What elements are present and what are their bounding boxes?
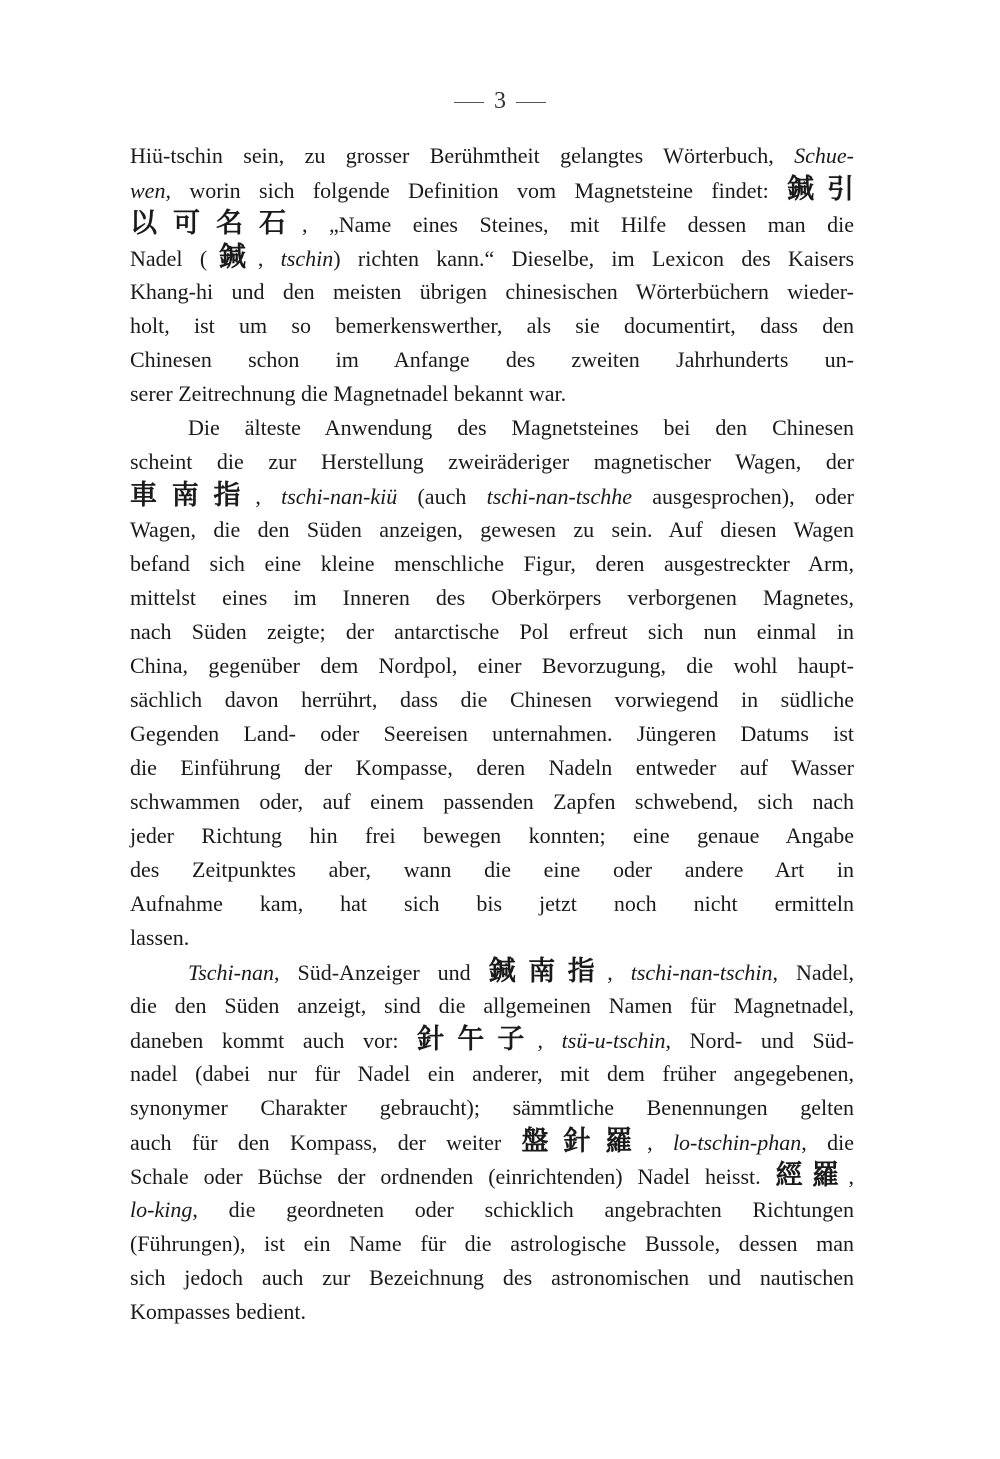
italic-text: tschin [280,246,334,271]
text-segment: , die geordneten oder schicklich angebrachten Richtungen [192,1197,854,1222]
text-segment: sich jedoch auch zur Bezeichnung des astronomischen und nautischen [130,1265,854,1290]
text-line [130,207,854,241]
chinese-characters: 針午子 [417,1024,538,1055]
text-segment: , [647,1130,673,1155]
text-line [130,343,854,377]
text-line [130,377,854,411]
text-segment: , die [801,1130,854,1155]
text-segment: Kompasses bedient. [130,1299,306,1324]
body-text [130,139,854,1329]
text-line [130,173,854,207]
text-line [130,1261,854,1295]
text-line [130,921,854,955]
text-line [130,853,854,887]
text-line [130,513,854,547]
text-line [130,581,854,615]
text-segment: , „Name eines Steines, mit Hilfe dessen man die [302,212,854,237]
text-line [130,411,854,445]
text-segment: schwammen oder, auf einem passenden Zapfen schwebend, sich nach [130,789,854,814]
text-segment: Aufnahme kam, hat sich bis jetzt noch nicht ermitteln [130,891,854,916]
text-line [130,1159,854,1193]
text-segment: Schale oder Büchse der ordnenden (einrichtenden) Nadel heisst. [130,1164,776,1189]
text-segment: Wagen, die den Süden anzeigen, gewesen zu sein. Auf diesen Wagen [130,517,854,542]
italic-text: wen, [130,178,171,203]
text-line [130,1125,854,1159]
text-segment: befand sich eine kleine menschliche Figur, deren ausgestreckter Arm, [130,551,854,576]
text-segment: synonymer Charakter gebraucht); sämmtliche Benennungen gelten [130,1095,854,1120]
text-line [130,547,854,581]
text-segment: daneben kommt auch vor: [130,1028,418,1053]
text-line [130,1227,854,1261]
text-line [130,309,854,343]
text-line [130,717,854,751]
chinese-characters: 盤針羅 [521,1126,648,1157]
italic-text: tschi-nan-tschin [630,960,773,985]
text-segment: , Süd-Anzeiger und [273,960,489,985]
text-segment: worin sich folgende Definition vom Magnetsteine findet: [170,178,788,203]
text-segment: ausgesprochen), oder [632,484,854,509]
italic-text: Tschi-nan [188,960,274,985]
text-line [130,887,854,921]
text-line [130,1295,854,1329]
text-segment: Nadel ( [130,246,208,271]
text-segment: Hiü-tschin sein, zu grosser Berühmtheit gelangtes Wörterbuch, [130,143,795,168]
text-segment: Gegenden Land- oder Seereisen unternahmen. Jüngeren Datums ist [130,721,854,746]
text-segment: die den Süden anzeigt, sind die allgemeinen Namen für Magnetnadel, [130,993,854,1018]
text-segment: mittelst eines im Inneren des Oberkörpers verborgenen Magnetes, [130,585,854,610]
text-segment: , [848,1164,854,1189]
text-segment: jeder Richtung hin frei bewegen konnten; eine genaue Angabe [130,823,854,848]
chinese-characters: 車南指 [130,480,256,511]
chinese-characters: 以可名石 [130,208,302,239]
text-line [130,955,854,989]
left-rule [454,102,484,103]
text-segment: (Führungen), ist ein Name für die astrologische Bussole, dessen man [130,1231,854,1256]
text-segment: nach Süden zeigte; der antarctische Pol erfreut sich nun einmal in [130,619,854,644]
right-rule [516,102,546,103]
italic-text: tschi-nan-tschhe [486,484,633,509]
text-segment: auch für den Kompass, der weiter [130,1130,522,1155]
text-line [130,1193,854,1227]
italic-text: tschi-nan-kiü [281,484,398,509]
chinese-characters: 經羅 [775,1160,849,1191]
text-segment: Chinesen schon im Anfange des zweiten Jahrhunderts un- [130,347,854,372]
text-segment: sächlich davon herrührt, dass die Chinesen vorwiegend in südliche [130,687,854,712]
text-line [130,683,854,717]
text-line [130,785,854,819]
text-line [130,241,854,275]
text-line [130,1091,854,1125]
italic-text: tsü-u-tschin [561,1028,666,1053]
text-line [130,275,854,309]
page-number: 3 [494,88,506,114]
text-segment: , [607,960,631,985]
text-segment: des Zeitpunktes aber, wann die eine oder andere Art in [130,857,854,882]
text-line [130,819,854,853]
text-line [130,479,854,513]
italic-text: lo-king [130,1197,193,1222]
text-line [130,989,854,1023]
text-segment: (auch [397,484,487,509]
text-segment: , [255,484,282,509]
text-line [130,751,854,785]
chinese-characters: 鍼引 [787,174,855,205]
chinese-characters: 鍼南指 [488,956,608,987]
text-line [130,615,854,649]
text-segment: , [257,246,281,271]
text-segment: Khang-hi und den meisten übrigen chinesischen Wörterbüchern wieder- [130,279,854,304]
text-segment: ) richten kann.“ Dieselbe, im Lexicon des Kaisers [333,246,855,271]
text-segment: , Nord- und Süd- [665,1028,855,1053]
text-segment: holt, ist um so bemerkenswerther, als sie documentirt, dass den [130,313,854,338]
text-segment: scheint die zur Herstellung zweiräderiger magnetischer Wagen, der [130,449,854,474]
italic-text: Schue- [794,143,854,168]
text-line [130,139,854,173]
text-segment: , Nadel, [772,960,855,985]
italic-text: lo-tschin-phan [672,1130,802,1155]
text-line [130,1057,854,1091]
text-line [130,1023,854,1057]
page-number-header [0,88,1000,115]
text-segment: nadel (dabei nur für Nadel ein anderer, mit dem früher angegebenen, [130,1061,854,1086]
text-segment: lassen. [130,925,190,950]
text-segment: , [537,1028,562,1053]
text-line [130,445,854,479]
text-line [130,649,854,683]
text-segment: serer Zeitrechnung die Magnetnadel bekannt war. [130,381,567,406]
text-segment: die Einführung der Kompasse, deren Nadeln entweder auf Wasser [130,755,854,780]
chinese-characters: 鍼 [207,242,258,273]
text-segment: China, gegenüber dem Nordpol, einer Bevorzugung, die wohl haupt- [130,653,854,678]
text-segment: Die älteste Anwendung des Magnetsteines bei den Chinesen [188,415,854,440]
